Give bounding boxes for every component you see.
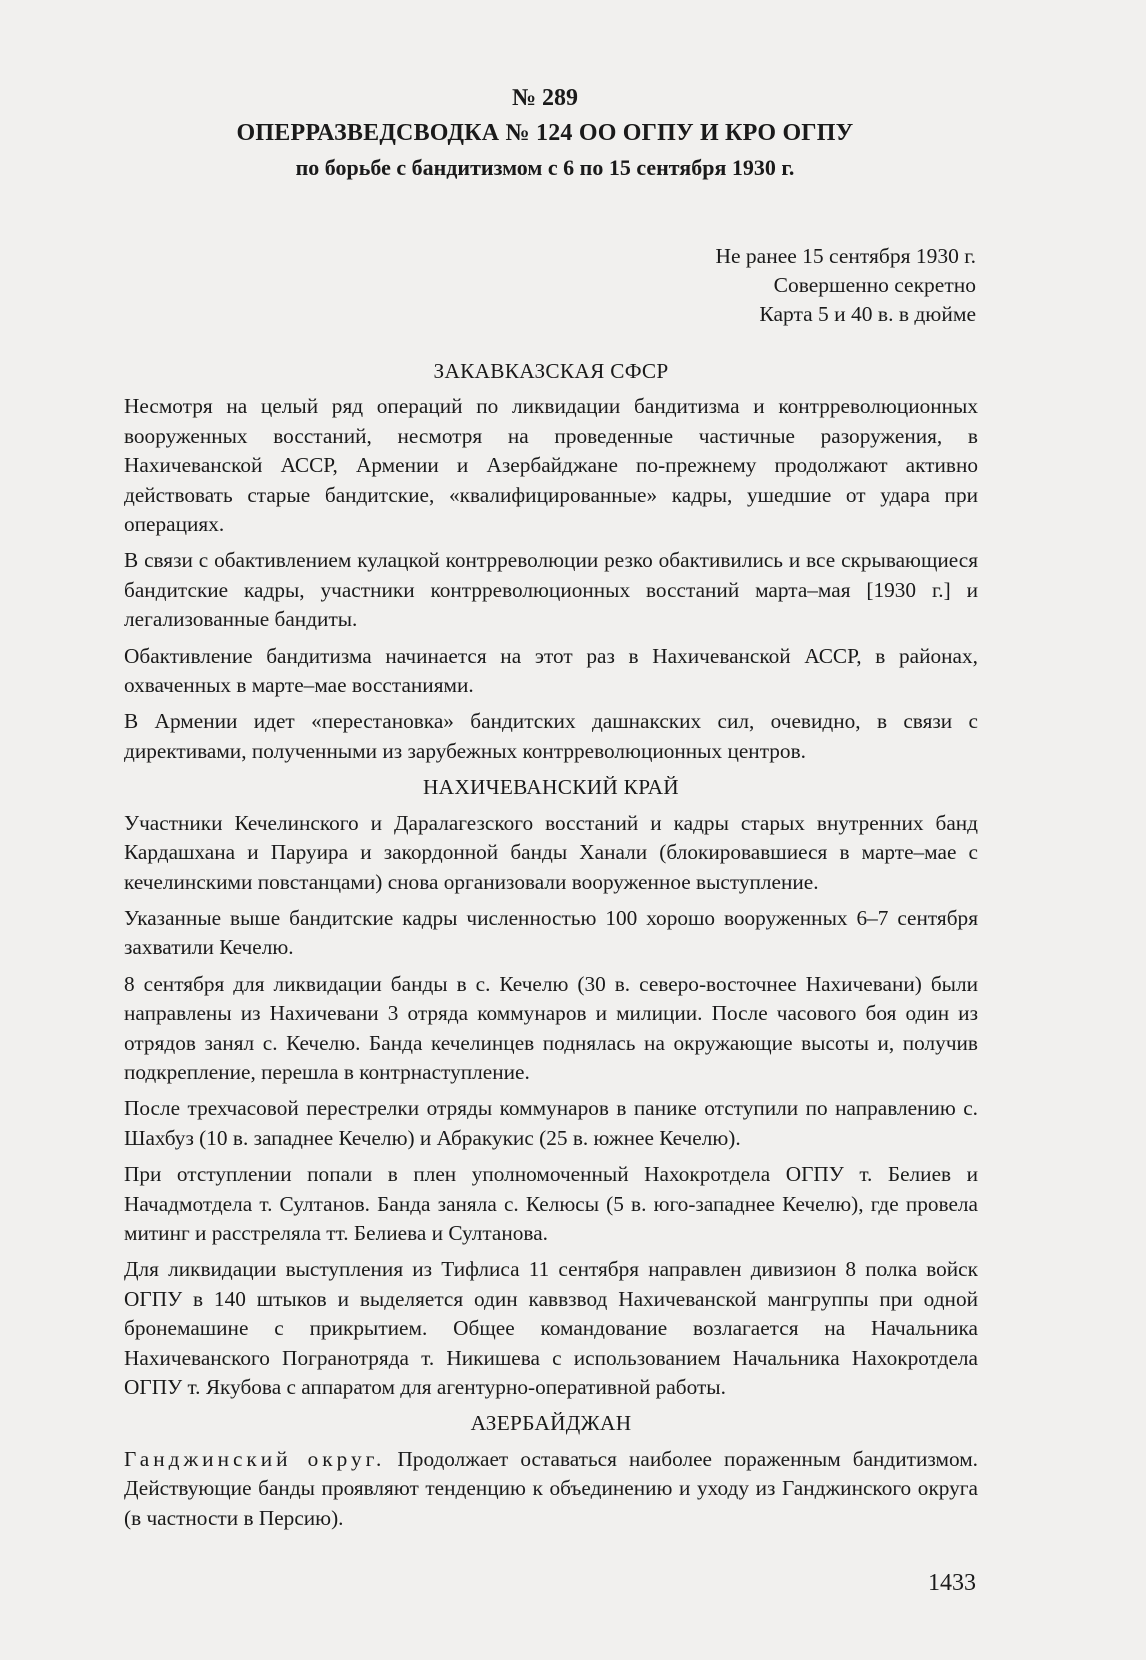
- section-heading-nakhichevan: НАХИЧЕВАНСКИЙ КРАЙ: [423, 775, 679, 800]
- paragraph: Участники Кечелинского и Даралагезского восстаний и кадры старых внутренних банд Кардашхана и Паруира и закордонной банды Ханали (блокировавшиеся в марте–мае с кечелинскими повстанцами) снова организовали вооруженное выступление.: [124, 810, 978, 894]
- paragraph: В Армении идет «перестановка» бандитских дашнакских сил, очевидно, в связи с директивами, полученными из зарубежных контрреволюционных центров.: [124, 709, 978, 763]
- paragraph: Обактивление бандитизма начинается на этот раз в Нахичеванской АССР, в районах, охваченных в марте–мае восстаниями.: [124, 643, 978, 698]
- map-reference: Карта 5 и 40 в. в дюйме: [759, 302, 976, 326]
- paragraph: Указанные выше бандитские кадры численностью 100 хорошо вооруженных 6–7 сентября захватили Кечелю.: [124, 905, 978, 960]
- document-subtitle: по борьбе с бандитизмом с 6 по 15 сентября 1930 г.: [295, 155, 795, 180]
- document-body: [124, 355, 978, 1540]
- document-header: [120, 82, 970, 184]
- section-heading-azerbaijan: АЗЕРБАЙДЖАН: [470, 1411, 632, 1436]
- paragraph-text: Продолжает оставаться наиболее пораженным бандитизмом. Действующие банды проявляют тенденцию к объединению и уходу из Ганджинского округа (в частности в Персию).: [124, 1446, 979, 1530]
- paragraph: При отступлении попали в плен уполномоченный Нахокротдела ОГПУ т. Белиев и Начадмотдела т. Султанов. Банда заняла с. Келюсы (5 в. юго-западнее Кечелю), где провела митинг и расстреляла тт. Белиева и Султанова.: [124, 1162, 978, 1245]
- district-label: Ганджинский округ.: [124, 1446, 386, 1471]
- document-number: № 289: [511, 85, 579, 111]
- paragraph: Для ликвидации выступления из Тифлиса 11 сентября направлен дивизион 8 полка войск ОГПУ в 140 штыков и выделяется один каввзвод Нахичеванской мангруппы при одной бронемашине с прикрытием. Общее командование возлагается на Начальника Нахичеванского Погранотряда т. Никишева с использованием Начальника Нахокротдела ОГПУ т. Якубова с аппаратом для агентурно-оперативной работы.: [124, 1257, 978, 1399]
- classification-label: Совершенно секретно: [773, 273, 976, 297]
- paragraph: [124, 1445, 978, 1533]
- page-number: 1433: [928, 1570, 976, 1596]
- section-heading-transcaucasia: ЗАКАВКАЗСКАЯ СФСР: [433, 359, 669, 383]
- document-title: ОПЕРРАЗВЕДСВОДКА № 124 ОО ОГПУ И КРО ОГПУ: [236, 120, 854, 146]
- paragraph: 8 сентября для ликвидации банды в с. Кечелю (30 в. северо-восточнее Нахичевани) были направлены из Нахичевани 3 отряда коммунаров и милиции. После часового боя один из отрядов занял с. Кечелю. Банда кечелинцев поднялась на окружающие высоты и, получив подкрепление, перешла в контрнаступление.: [124, 971, 978, 1084]
- paragraph: После трехчасовой перестрелки отряды коммунаров в панике отступили по направлению с. Шахбуз (10 в. западнее Кечелю) и Абракукис (25 в. южнее Кечелю).: [124, 1096, 978, 1150]
- document-meta: [715, 242, 976, 329]
- paragraph: В связи с обактивлением кулацкой контрреволюции резко обактивились и все скрывающиеся бандитские кадры, участники контрреволюционных восстаний марта–мая [1930 г.] и легализованные бандиты.: [124, 548, 978, 632]
- paragraph: Несмотря на целый ряд операций по ликвидации бандитизма и контрреволюционных вооруженных восстаний, несмотря на проведенные частичные разоружения, в Нахичеванской АССР, Армении и Азербайджане по-прежнему продолжают активно действовать старые бандитские, «квалифицированные» кадры, ушедшие от удара при операциях.: [124, 394, 978, 537]
- document-date: Не ранее 15 сентября 1930 г.: [715, 244, 976, 268]
